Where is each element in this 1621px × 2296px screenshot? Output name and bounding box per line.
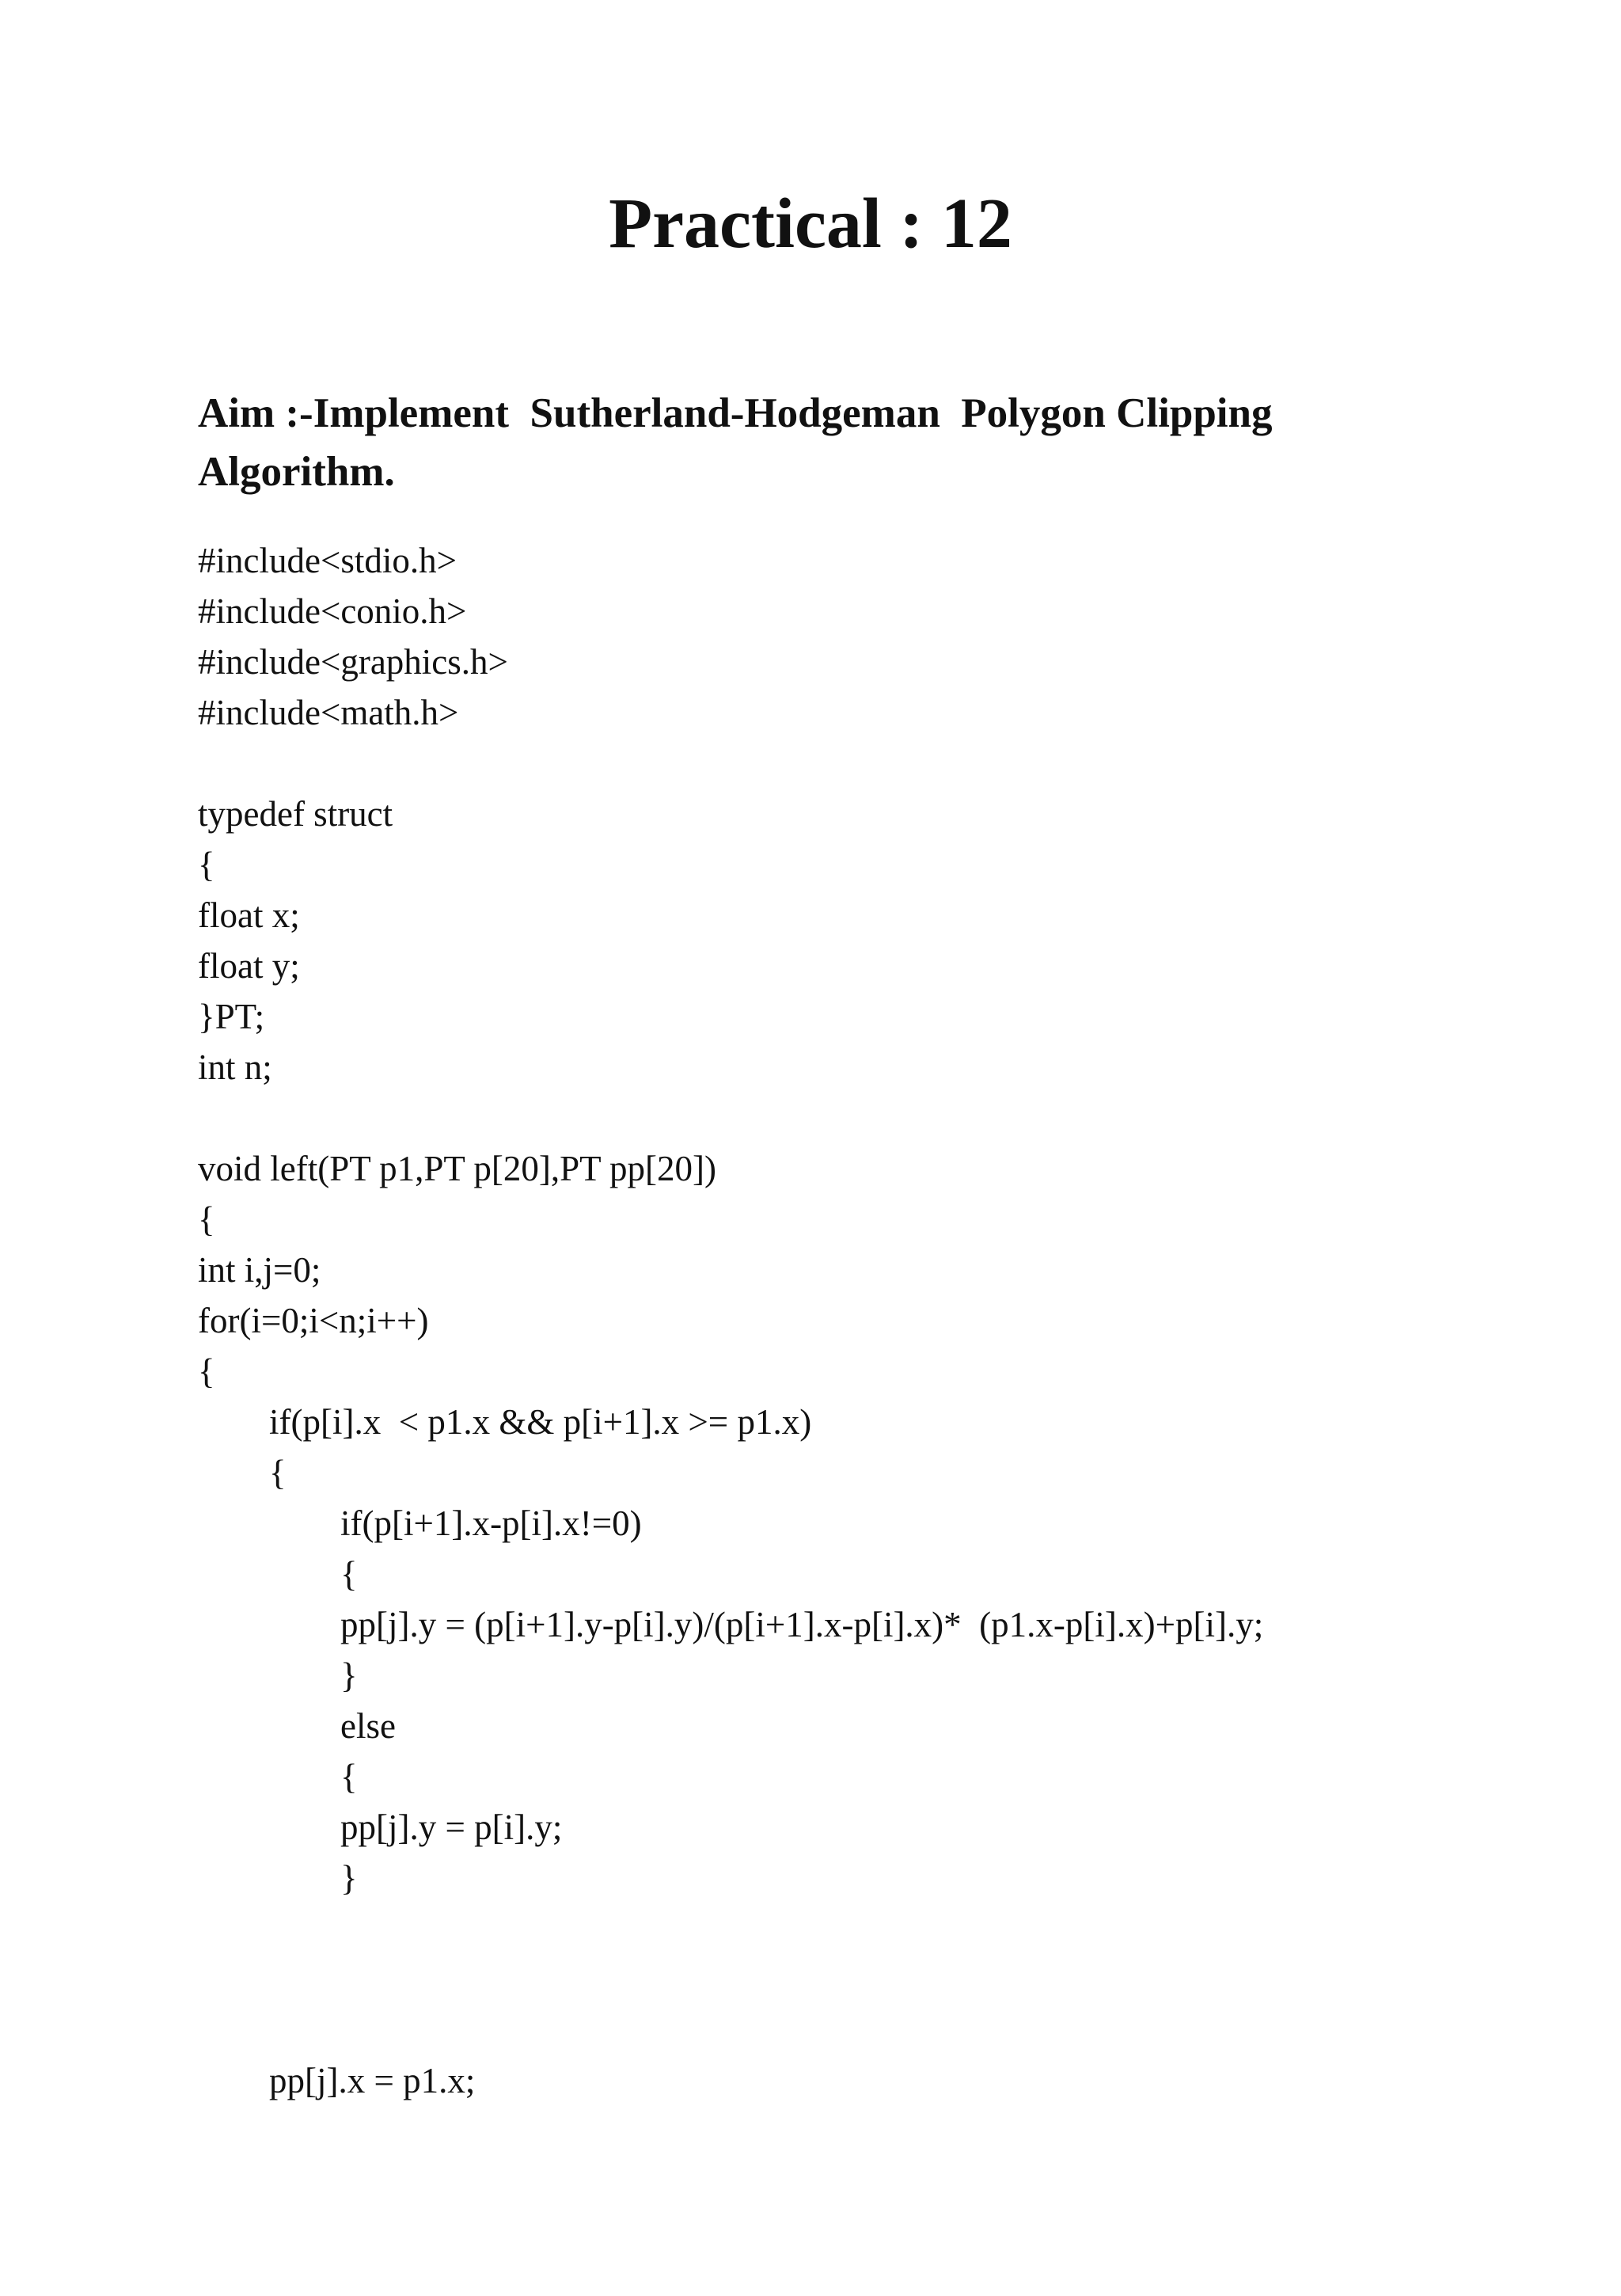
blank-line [198, 738, 1583, 789]
code-line: int i,j=0; [198, 1250, 321, 1290]
code-line: #include<stdio.h> [198, 541, 457, 580]
code-line: }PT; [198, 997, 265, 1036]
code-line: } [198, 1655, 358, 1695]
code-line: #include<math.h> [198, 693, 459, 732]
code-line: { [198, 845, 215, 884]
code-line: typedef struct [198, 794, 393, 834]
code-line: if(p[i].x < p1.x && p[i+1].x >= p1.x) [198, 1402, 812, 1442]
code-line: pp[j].x = p1.x; [198, 2061, 476, 2100]
code-line: { [198, 1351, 215, 1391]
code-line: #include<graphics.h> [198, 642, 508, 682]
code-line: { [198, 1554, 358, 1594]
aim-heading [198, 384, 1385, 501]
code-line: } [198, 1858, 358, 1898]
aim-line-2: Algorithm. [198, 449, 395, 495]
code-line: void left(PT p1,PT p[20],PT pp[20]) [198, 1149, 716, 1188]
code-listing [198, 535, 1583, 2106]
code-line: float y; [198, 946, 300, 986]
code-line: { [198, 1757, 358, 1796]
code-line: { [198, 1199, 215, 1239]
code-line: else [198, 1706, 396, 1746]
code-line: int n; [198, 1047, 272, 1087]
page-title: Practical : 12 [609, 184, 1012, 263]
blank-line [198, 1093, 1583, 1143]
code-line: if(p[i+1].x-p[i].x!=0) [198, 1503, 642, 1543]
aim-line-1: Aim :-Implement Sutherland-Hodgeman Polygon Clipping [198, 390, 1273, 436]
code-line: pp[j].y = (p[i+1].y-p[i].y)/(p[i+1].x-p[i].x)* (p1.x-p[i].x)+p[i].y; [198, 1605, 1264, 1644]
code-line: pp[j].y = p[i].y; [198, 1808, 563, 1847]
code-line: #include<conio.h> [198, 591, 467, 631]
code-line: float x; [198, 895, 300, 935]
code-line: { [198, 1453, 287, 1492]
blank-lines [198, 1903, 1583, 2055]
code-line: for(i=0;i<n;i++) [198, 1301, 429, 1340]
